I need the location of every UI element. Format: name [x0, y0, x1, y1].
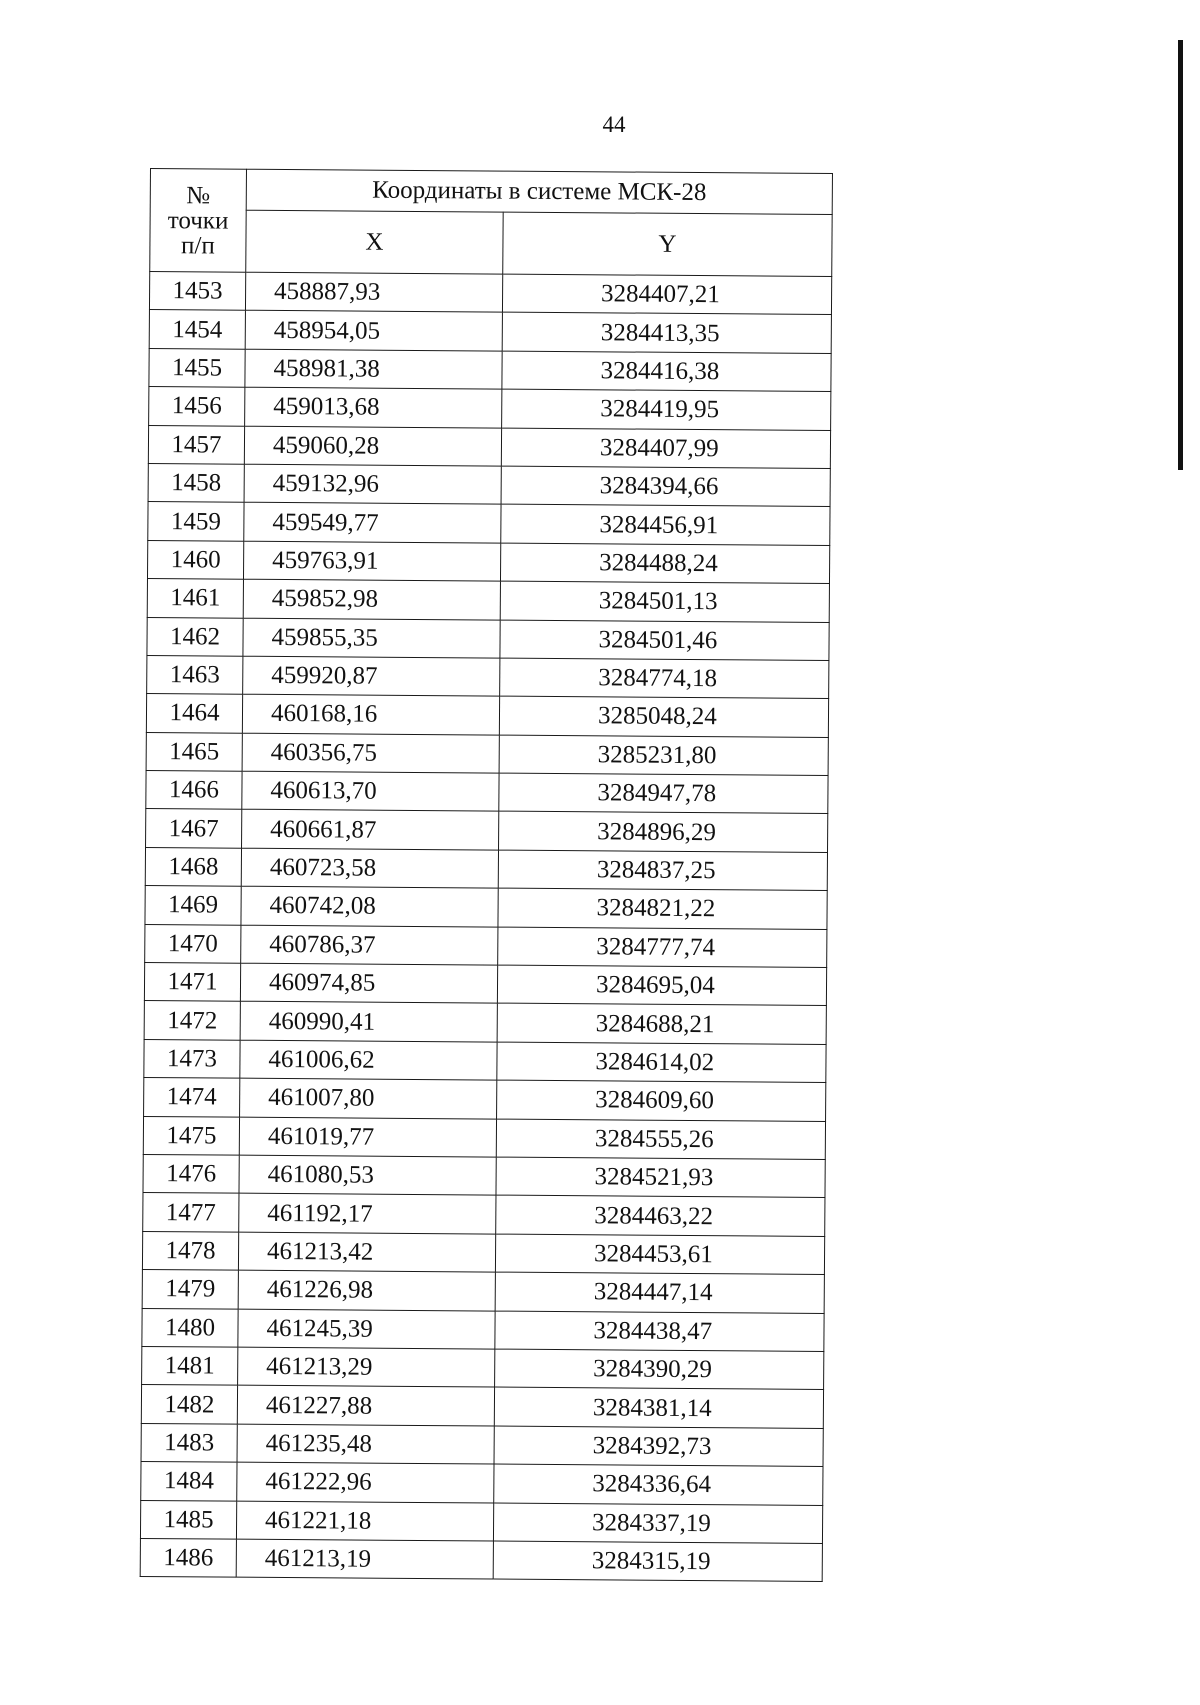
y-coordinate-cell: 3285048,24	[499, 696, 828, 737]
point-number-cell: 1473	[144, 1039, 240, 1078]
y-coordinate-cell: 3284837,25	[498, 850, 827, 891]
table-row	[145, 924, 827, 967]
point-number-cell: 1483	[141, 1423, 237, 1462]
page-number: 44	[602, 112, 626, 137]
point-number-cell: 1472	[144, 1001, 240, 1040]
point-number-cell: 1453	[149, 272, 245, 311]
y-coordinate-cell: 3284947,78	[499, 773, 828, 814]
x-coordinate-cell: 460990,41	[240, 1002, 497, 1042]
y-coordinate-cell: 3284336,64	[494, 1464, 823, 1505]
x-coordinate-cell: 460723,58	[241, 848, 498, 888]
point-number-cell: 1470	[145, 924, 241, 963]
x-coordinate-cell: 459855,35	[243, 618, 500, 658]
table-row	[148, 463, 830, 506]
y-coordinate-cell: 3285231,80	[499, 735, 828, 776]
point-number-cell: 1474	[144, 1078, 240, 1117]
x-coordinate-cell: 459920,87	[243, 656, 500, 696]
x-coordinate-cell: 461213,42	[238, 1232, 495, 1272]
y-column-header: Y	[503, 212, 832, 276]
y-coordinate-cell: 3284501,46	[500, 620, 829, 661]
y-coordinate-cell: 3284501,13	[500, 581, 829, 622]
table-row	[141, 1423, 823, 1466]
y-coordinate-cell: 3284456,91	[501, 504, 830, 545]
x-coordinate-cell: 461213,19	[236, 1539, 493, 1579]
table-row	[148, 502, 830, 545]
x-coordinate-cell: 461245,39	[238, 1309, 495, 1349]
point-number-cell: 1459	[148, 502, 244, 541]
y-coordinate-cell: 3284381,14	[494, 1387, 823, 1428]
table-row	[145, 847, 827, 890]
point-number-cell: 1467	[146, 809, 242, 848]
x-coordinate-cell: 458954,05	[245, 311, 502, 351]
table-row	[142, 1231, 824, 1274]
point-number-cell: 1482	[141, 1385, 237, 1424]
table-row	[143, 1154, 825, 1197]
y-coordinate-cell: 3284777,74	[498, 927, 827, 968]
table-row	[149, 348, 831, 391]
table-row	[146, 809, 828, 852]
y-coordinate-cell: 3284447,14	[495, 1272, 824, 1313]
table-row	[143, 1193, 825, 1236]
y-coordinate-cell: 3284438,47	[495, 1311, 824, 1352]
y-coordinate-cell: 3284821,22	[498, 888, 827, 929]
x-coordinate-cell: 459852,98	[243, 579, 500, 619]
table-row	[142, 1270, 824, 1313]
point-number-cell: 1476	[143, 1154, 239, 1193]
x-coordinate-cell: 461192,17	[239, 1194, 496, 1234]
point-number-cell: 1468	[145, 847, 241, 886]
table-row	[145, 886, 827, 929]
y-coordinate-cell: 3284390,29	[495, 1349, 824, 1390]
x-coordinate-cell: 460356,75	[242, 733, 499, 773]
table-row	[142, 1308, 824, 1351]
table-header	[150, 169, 833, 277]
x-coordinate-cell: 461235,48	[237, 1424, 494, 1464]
table-row	[148, 425, 830, 468]
table-row	[144, 1078, 826, 1121]
point-number-cell: 1469	[145, 886, 241, 925]
table-row	[140, 1538, 822, 1581]
point-number-cell: 1457	[148, 425, 244, 464]
table-row	[146, 771, 828, 814]
point-number-cell: 1466	[146, 771, 242, 810]
y-coordinate-cell: 3284488,24	[500, 543, 829, 584]
x-coordinate-cell: 460168,16	[242, 694, 499, 734]
coordinates-table	[140, 168, 833, 1582]
point-number-cell: 1463	[147, 655, 243, 694]
y-coordinate-cell: 3284407,99	[501, 428, 830, 469]
x-coordinate-cell: 459763,91	[243, 541, 500, 581]
x-coordinate-cell: 458981,38	[245, 349, 502, 389]
x-coordinate-cell: 461227,88	[237, 1386, 494, 1426]
table-row	[144, 1001, 826, 1044]
point-number-cell: 1481	[142, 1346, 238, 1385]
table-row	[141, 1462, 823, 1505]
x-coordinate-cell: 459060,28	[244, 426, 501, 466]
table-row	[147, 655, 829, 698]
point-number-cell: 1485	[140, 1500, 236, 1539]
table-row	[149, 310, 831, 353]
table-row	[144, 1039, 826, 1082]
x-coordinate-cell: 460974,85	[240, 963, 497, 1003]
y-coordinate-cell: 3284609,60	[497, 1080, 826, 1121]
y-coordinate-cell: 3284419,95	[502, 389, 831, 430]
point-number-cell: 1460	[147, 540, 243, 579]
point-number-header-line2: точки	[167, 206, 229, 235]
table-row	[140, 1500, 822, 1543]
table-row	[149, 387, 831, 430]
coordinates-system-header: Координаты в системе МСК-28	[246, 169, 832, 214]
point-number-cell: 1456	[149, 387, 245, 426]
table-row	[147, 579, 829, 622]
point-number-header-line1: №	[186, 181, 211, 209]
point-number-header	[150, 169, 247, 273]
y-coordinate-cell: 3284392,73	[494, 1426, 823, 1467]
table-row	[147, 617, 829, 660]
y-coordinate-cell: 3284774,18	[500, 658, 829, 699]
point-number-cell: 1461	[147, 579, 243, 618]
y-coordinate-cell: 3284614,02	[497, 1042, 826, 1083]
x-coordinate-cell: 460742,08	[241, 886, 498, 926]
y-coordinate-cell: 3284337,19	[493, 1503, 822, 1544]
x-coordinate-cell: 461221,18	[236, 1501, 493, 1541]
point-number-cell: 1462	[147, 617, 243, 656]
y-coordinate-cell: 3284688,21	[497, 1003, 826, 1044]
point-number-cell: 1465	[146, 732, 242, 771]
y-coordinate-cell: 3284416,38	[502, 351, 831, 392]
y-coordinate-cell: 3284521,93	[496, 1157, 825, 1198]
x-coordinate-cell: 461080,53	[239, 1155, 496, 1195]
point-number-cell: 1455	[149, 348, 245, 387]
table-body	[140, 272, 832, 1582]
y-coordinate-cell: 3284695,04	[497, 965, 826, 1006]
point-number-cell: 1484	[141, 1462, 237, 1501]
x-coordinate-cell: 461213,29	[238, 1347, 495, 1387]
point-number-cell: 1486	[140, 1538, 236, 1577]
x-coordinate-cell: 460786,37	[241, 925, 498, 965]
x-coordinate-cell: 461019,77	[239, 1117, 496, 1157]
x-coordinate-cell: 461222,96	[237, 1462, 494, 1502]
scan-edge-line	[1178, 40, 1183, 470]
table-row	[149, 272, 831, 315]
point-number-cell: 1477	[143, 1193, 239, 1232]
table-row	[142, 1346, 824, 1389]
table-row	[146, 732, 828, 775]
x-coordinate-cell: 461007,80	[240, 1078, 497, 1118]
y-coordinate-cell: 3284463,22	[496, 1195, 825, 1236]
point-number-cell: 1458	[148, 463, 244, 502]
y-coordinate-cell: 3284315,19	[493, 1541, 822, 1582]
x-coordinate-cell: 460613,70	[242, 771, 499, 811]
point-number-cell: 1479	[142, 1270, 238, 1309]
point-number-cell: 1478	[142, 1231, 238, 1270]
y-coordinate-cell: 3284413,35	[502, 312, 831, 353]
x-coordinate-cell: 460661,87	[242, 810, 499, 850]
table-row	[143, 1116, 825, 1159]
table-row	[141, 1385, 823, 1428]
x-coordinate-cell: 458887,93	[245, 272, 502, 312]
point-number-cell: 1464	[146, 694, 242, 733]
x-coordinate-cell: 459132,96	[244, 464, 501, 504]
x-coordinate-cell: 461226,98	[238, 1270, 495, 1310]
y-coordinate-cell: 3284555,26	[496, 1119, 825, 1160]
x-column-header: X	[246, 210, 503, 274]
point-number-cell: 1475	[143, 1116, 239, 1155]
point-number-cell: 1480	[142, 1308, 238, 1347]
table-row	[147, 540, 829, 583]
x-coordinate-cell: 459013,68	[245, 387, 502, 427]
y-coordinate-cell: 3284453,61	[495, 1234, 824, 1275]
point-number-cell: 1471	[144, 963, 240, 1002]
point-number-cell: 1454	[149, 310, 245, 349]
table-row	[144, 963, 826, 1006]
y-coordinate-cell: 3284394,66	[501, 466, 830, 507]
y-coordinate-cell: 3284896,29	[499, 812, 828, 853]
table-row	[146, 694, 828, 737]
x-coordinate-cell: 459549,77	[244, 503, 501, 543]
y-coordinate-cell: 3284407,21	[502, 274, 831, 315]
point-number-header-line3: п/п	[180, 231, 215, 259]
x-coordinate-cell: 461006,62	[240, 1040, 497, 1080]
